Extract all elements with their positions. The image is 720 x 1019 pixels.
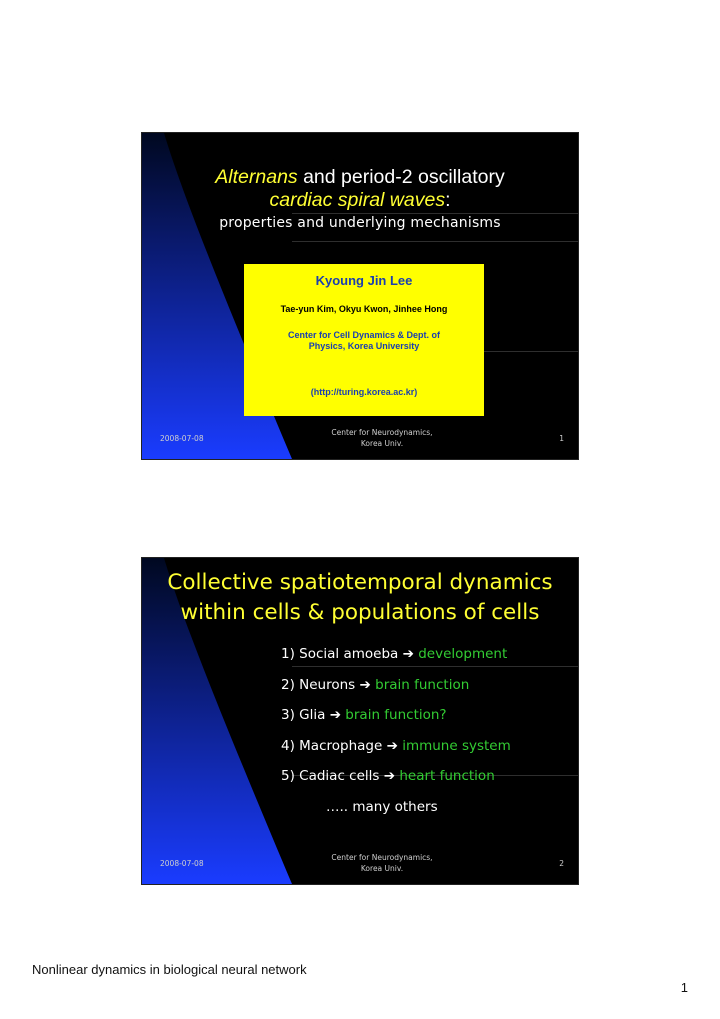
item-result: brain function? — [345, 707, 447, 723]
website-link[interactable]: (http://turing.korea.ac.kr) — [310, 387, 418, 397]
institution-line2: Physics, Korea University — [308, 341, 420, 351]
footer-center — [292, 852, 472, 874]
list-item — [281, 738, 511, 769]
footer-center-line1: Center for Neurodynamics, — [331, 428, 433, 437]
institution — [244, 330, 484, 352]
slide-footer — [142, 852, 578, 878]
slide-2 — [142, 558, 578, 884]
list-item — [281, 646, 511, 677]
more-text: ….. many others — [326, 799, 438, 815]
arrow-icon: ➔ — [383, 768, 396, 784]
arrow-icon: ➔ — [359, 676, 371, 693]
item-label: 4) Macrophage — [281, 737, 383, 754]
coauthors: Tae-yun Kim, Okyu Kwon, Jinhee Hong — [280, 304, 448, 314]
title-line2: within cells & populations of cells — [180, 600, 540, 625]
item-label: 5) Cadiac cells — [281, 768, 380, 784]
item-result: brain function — [375, 676, 470, 693]
slide-number: 2 — [559, 859, 564, 868]
document-footer: Nonlinear dynamics in biological neural network — [32, 962, 307, 977]
slide-footer — [142, 427, 578, 453]
arrow-icon: ➔ — [402, 646, 414, 662]
title-line2: cardiac spiral waves — [269, 189, 446, 211]
item-result: development — [418, 646, 508, 662]
title-colon: : — [445, 189, 451, 211]
arrow-icon: ➔ — [386, 737, 398, 754]
slide-1 — [142, 133, 578, 459]
title-rest: and period-2 oscillatory — [297, 166, 505, 188]
slide-subtitle: properties and underlying mechanisms — [219, 215, 501, 231]
list-item — [281, 768, 511, 799]
subtitle-rule — [292, 241, 578, 242]
author-name: Kyoung Jin Lee — [315, 273, 413, 288]
page-number: 1 — [680, 980, 688, 995]
author-box — [244, 264, 484, 416]
footer-date: 2008-07-08 — [160, 859, 204, 868]
bullet-list — [281, 646, 511, 799]
slide-title — [142, 166, 578, 212]
item-label: 3) Glia — [281, 707, 326, 723]
slide-title — [142, 568, 578, 628]
item-result: heart function — [399, 768, 495, 784]
footer-center-line2: Korea Univ. — [360, 439, 404, 448]
footer-center-line2: Korea Univ. — [360, 864, 404, 873]
institution-line1: Center for Cell Dynamics & Dept. of — [287, 330, 441, 340]
list-item — [281, 707, 511, 738]
footer-date: 2008-07-08 — [160, 434, 204, 443]
footer-center-line1: Center for Neurodynamics, — [331, 853, 433, 862]
slide-number: 1 — [559, 434, 564, 443]
list-item — [281, 677, 511, 708]
title-rule — [292, 213, 578, 214]
footer-center — [292, 427, 472, 449]
item-label: 1) Social amoeba — [281, 646, 399, 662]
item-result: immune system — [402, 737, 511, 754]
title-italic: Alternans — [215, 166, 298, 188]
arrow-icon: ➔ — [329, 707, 341, 723]
item-label: 2) Neurons — [281, 676, 356, 693]
title-line1: Collective spatiotemporal dynamics — [167, 570, 553, 595]
